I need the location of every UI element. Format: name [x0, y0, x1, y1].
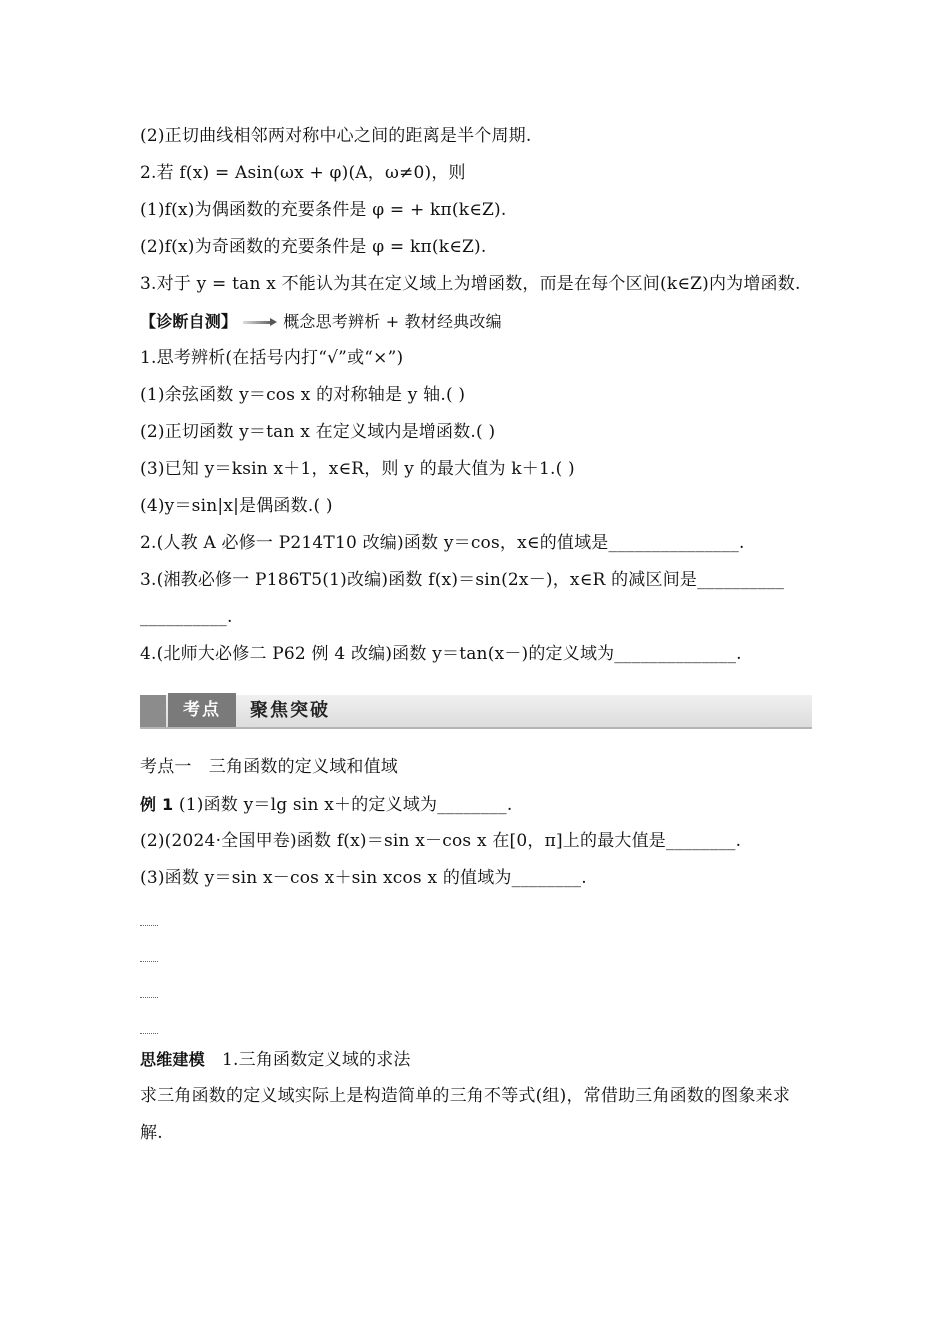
kaodian-heading: 考点一 三角函数的定义域和值域 — [140, 757, 398, 777]
example-line: (3)函数 y＝sin x－cos x＋sin xcos x 的值域为________. — [140, 868, 587, 888]
text-line: (2)f(x)为奇函数的充要条件是 φ = kπ(k∈Z). — [140, 237, 487, 257]
arrow-right-icon — [243, 317, 277, 327]
exercise-line: __________. — [140, 607, 233, 627]
model-title: 1.三角函数定义域的求法 — [204, 1050, 411, 1070]
exercise-line: 1.思考辨析(在括号内打“√”或“×”) — [140, 348, 404, 368]
answer-space — [140, 933, 812, 969]
text-line: (2)正切曲线相邻两对称中心之间的距离是半个周期. — [140, 126, 532, 146]
example-question: (1)函数 y＝lg sin x＋的定义域为________. — [173, 795, 513, 815]
model-label: 思维建模 — [140, 1050, 205, 1069]
answer-space — [140, 969, 812, 1005]
text-line: (1)f(x)为偶函数的充要条件是 φ = + kπ(k∈Z). — [140, 200, 507, 220]
example-line — [140, 786, 812, 823]
section-banner-accent — [140, 695, 166, 727]
exercise-line: (2)正切函数 y＝tan x 在定义域内是增函数.( ) — [140, 422, 496, 442]
diagnosis-subtitle: 概念思考辨析 + 教材经典改编 — [283, 312, 502, 331]
text-line: 2.若 f(x) = Asin(ωx + φ)(A，ω≠0)，则 — [140, 163, 466, 183]
model-heading — [140, 1041, 812, 1078]
exercise-line: (4)y＝sin|x|是偶函数.( ) — [140, 496, 333, 516]
exercise-line: (1)余弦函数 y＝cos x 的对称轴是 y 轴.( ) — [140, 385, 466, 405]
exercise-line: 4.(北师大必修二 P62 例 4 改编)函数 y＝tan(x－)的定义域为______________. — [140, 644, 742, 664]
document-page — [140, 118, 812, 1152]
diagnosis-header — [140, 303, 812, 340]
diagnosis-tag: 【诊断自测】 — [140, 312, 238, 331]
answer-space — [140, 897, 812, 933]
section-tab: 考点 — [168, 693, 236, 727]
exercise-line: 3.(湘教必修一 P186T5(1)改编)函数 f(x)＝sin(2x－)，x∈R 的减区间是__________ — [140, 570, 785, 590]
answer-space — [140, 1005, 812, 1041]
example-line: (2)(2024·全国甲卷)函数 f(x)＝sin x－cos x 在[0，π]上的最大值是________. — [140, 831, 742, 851]
section-title: 聚焦突破 — [250, 700, 330, 721]
exercise-line: 2.(人教 A 必修一 P214T10 改编)函数 y＝cos，x∈的值域是_______________. — [140, 533, 745, 553]
exercise-line: (3)已知 y＝ksin x＋1，x∈R，则 y 的最大值为 k＋1.( ) — [140, 459, 575, 479]
section-banner — [140, 695, 812, 729]
text-paragraph: 3.对于 y = tan x 不能认为其在定义域上为增函数，而是在每个区间(k∈Z)内为增函数. — [140, 274, 801, 294]
model-body: 求三角函数的定义域实际上是构造简单的三角不等式(组)，常借助三角函数的图象来求解. — [140, 1086, 791, 1143]
example-label: 例 1 — [140, 795, 174, 814]
